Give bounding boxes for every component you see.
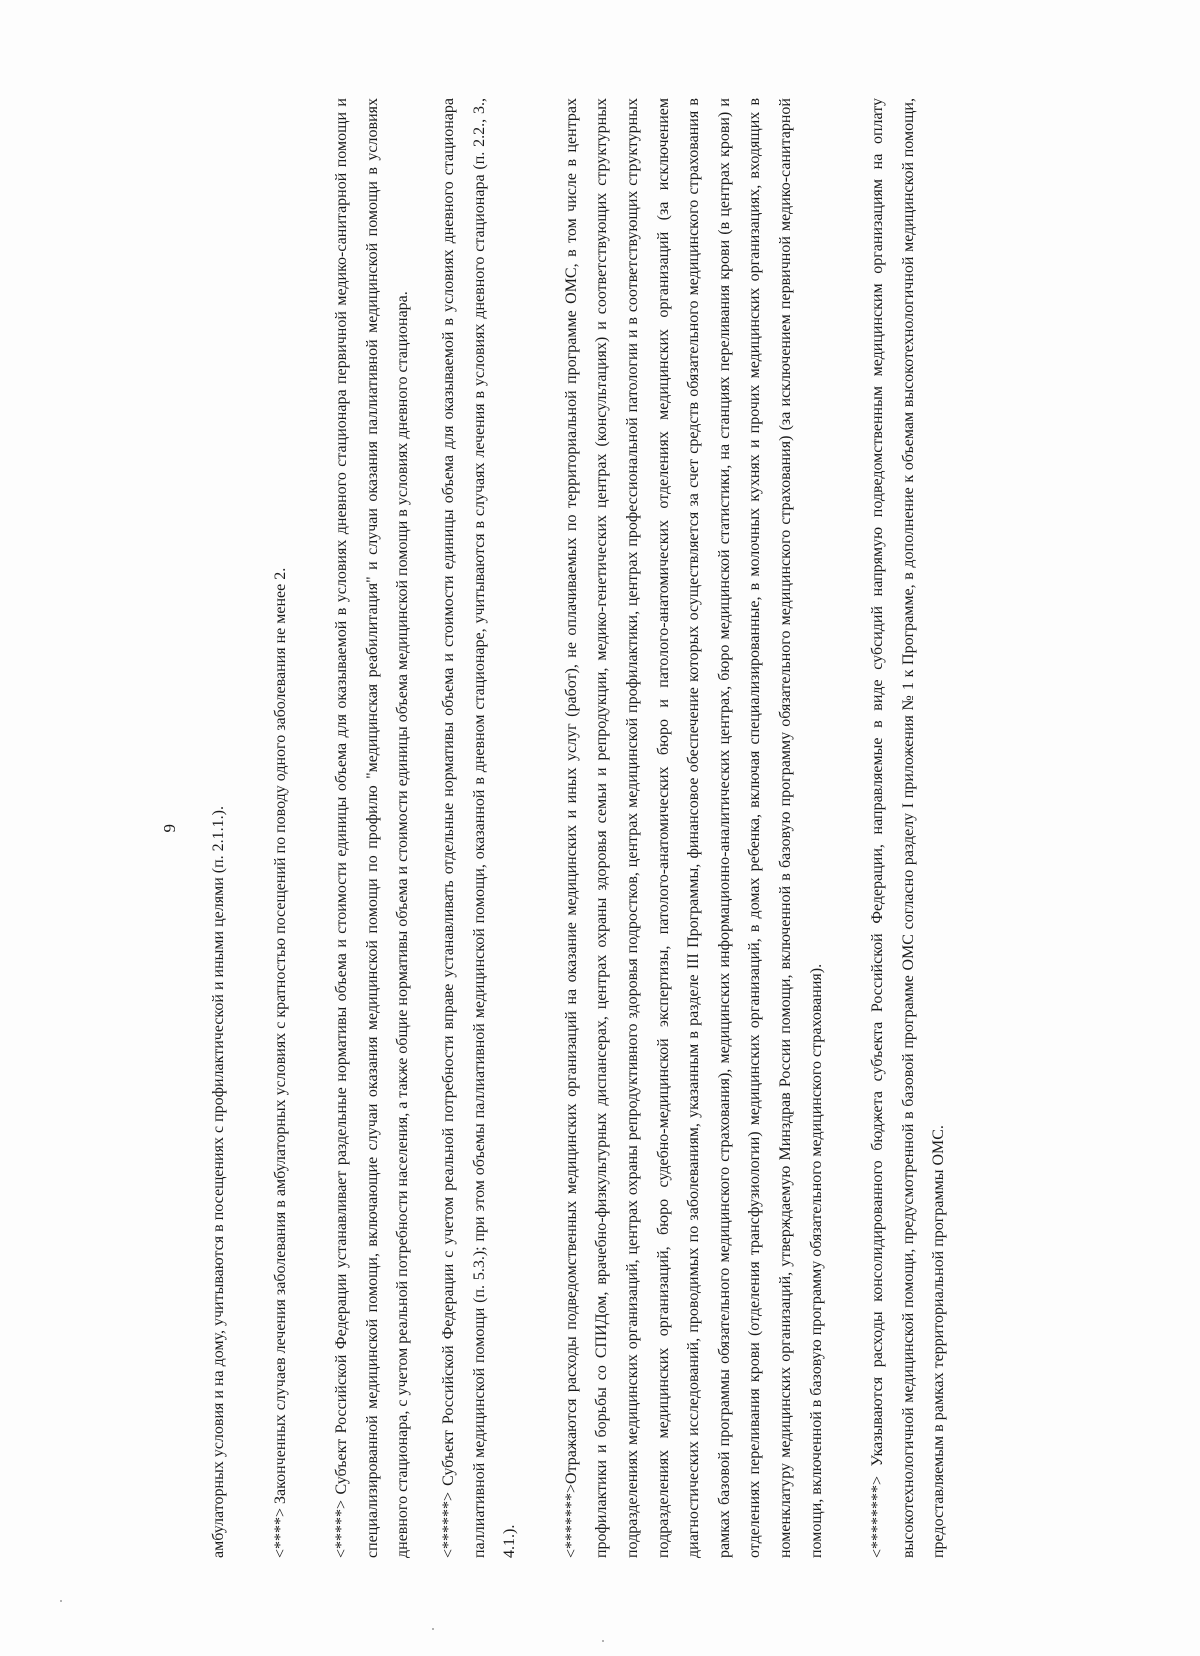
rotated-document-content: [160, 98, 1040, 1558]
footnote-7-paragraph: <*******>Отражаются расходы подведомственных медицинских организаций на оказание медицинских и иных услуг (работ), не оплачиваемых по территориальной программе ОМС, в том числе в центрах профилактики и борьбы со СПИДом, врачебно-физкультурных диспансерах, центрах охраны здоровья семьи и репродукции, медико-генетических центрах (консультациях) и соответствующих структурных подразделениях медицинских организаций, центрах охраны репродуктивного здоровья подростков, центрах медицинской профилактики, центрах профессиональной патологии и в соответствующих структурных подразделениях медицинских организаций, бюро судебно-медицинской экспертизы, патолого-анатомических бюро и патолого-анатомических отделениях медицинских организаций (за исключением диагностических исследований, проводимых по заболеваниям, указанным в разделе III Программы, финансовое обеспечение которых осуществляется за счет средств обязательного медицинского страхования в рамках базовой программы обязательного медицинского страхования), медицинских информационно-аналитических центрах, бюро медицинской статистики, на станциях переливания крови (в центрах крови) и отделениях переливания крови (отделения трансфузиологии) медицинских организаций, в домах ребенка, включая специализированные, в молочных кухнях и прочих медицинских организациях, входящих в номенклатуру медицинских организаций, утверждаемую Минздрав России помощи, включенной в базовую программу обязательного медицинского страхования) (за исключением первичной медико-санитарной помощи, включенной в базовую программу обязательного медицинского страхования).: [562, 98, 825, 1558]
footnote-5-paragraph: <*****> Субъект Российской Федерации устанавливает раздельные нормативы объема и стоимости единицы объема для оказываемой в условиях дневного стационара первичной медико-санитарной помощи и специализированной медицинской помощи, включающие случаи оказания медицинской помощи по профилю "медицинская реабилитация" и случаи оказания паллиативной медицинской помощи в условиях дневного стационара, с учетом реальной потребности населения, а также общие нормативы объема и стоимости единицы объема медицинской помощи в условиях дневного стационара.: [333, 98, 412, 1558]
paragraph-continuation: амбулаторных условия и на дому, учитываются в посещениях с профилактической и иными целями (п. 2.1.1.).: [210, 806, 227, 1558]
document-body: [204, 98, 955, 1558]
footnote-6-paragraph: <******> Субъект Российской Федерации с учетом реальной потребности вправе устанавливать отдельные нормативы объема и стоимости единицы объема для оказываемой в условиях дневного стационара паллиативной медицинской помощи (п. 5.3.); при этом объемы паллиативной медицинской помощи, оказанной в дневном стационаре, учитываются в случаях лечения в условиях дневного стационара (п. 2.2., 3., 4.1.).: [439, 98, 519, 1558]
scan-speck: [602, 1640, 604, 1642]
page-number: 9: [160, 823, 179, 833]
scan-speck: [60, 1600, 62, 1602]
footnote-8-paragraph: <********> Указываются расходы консолидированного бюджета субъекта Российской Федерации, направляемые в виде субсидий напрямую подведомственным медицинским организациям на оплату высокотехнологичной медицинской помощи, предусмотренной в базовой программе ОМС согласно разделу I приложения № 1 к Программе, в дополнение к объемам высокотехнологичной медицинской помощи, предоставляемым в рамках территориальной программы ОМС.: [869, 98, 948, 1558]
footnote-4-paragraph: <****> Законченных случаев лечения заболевания в амбулаторных условиях с кратностью посещений по поводу одного заболевания не менее 2.: [271, 567, 289, 1558]
scan-speck: [432, 1628, 434, 1630]
